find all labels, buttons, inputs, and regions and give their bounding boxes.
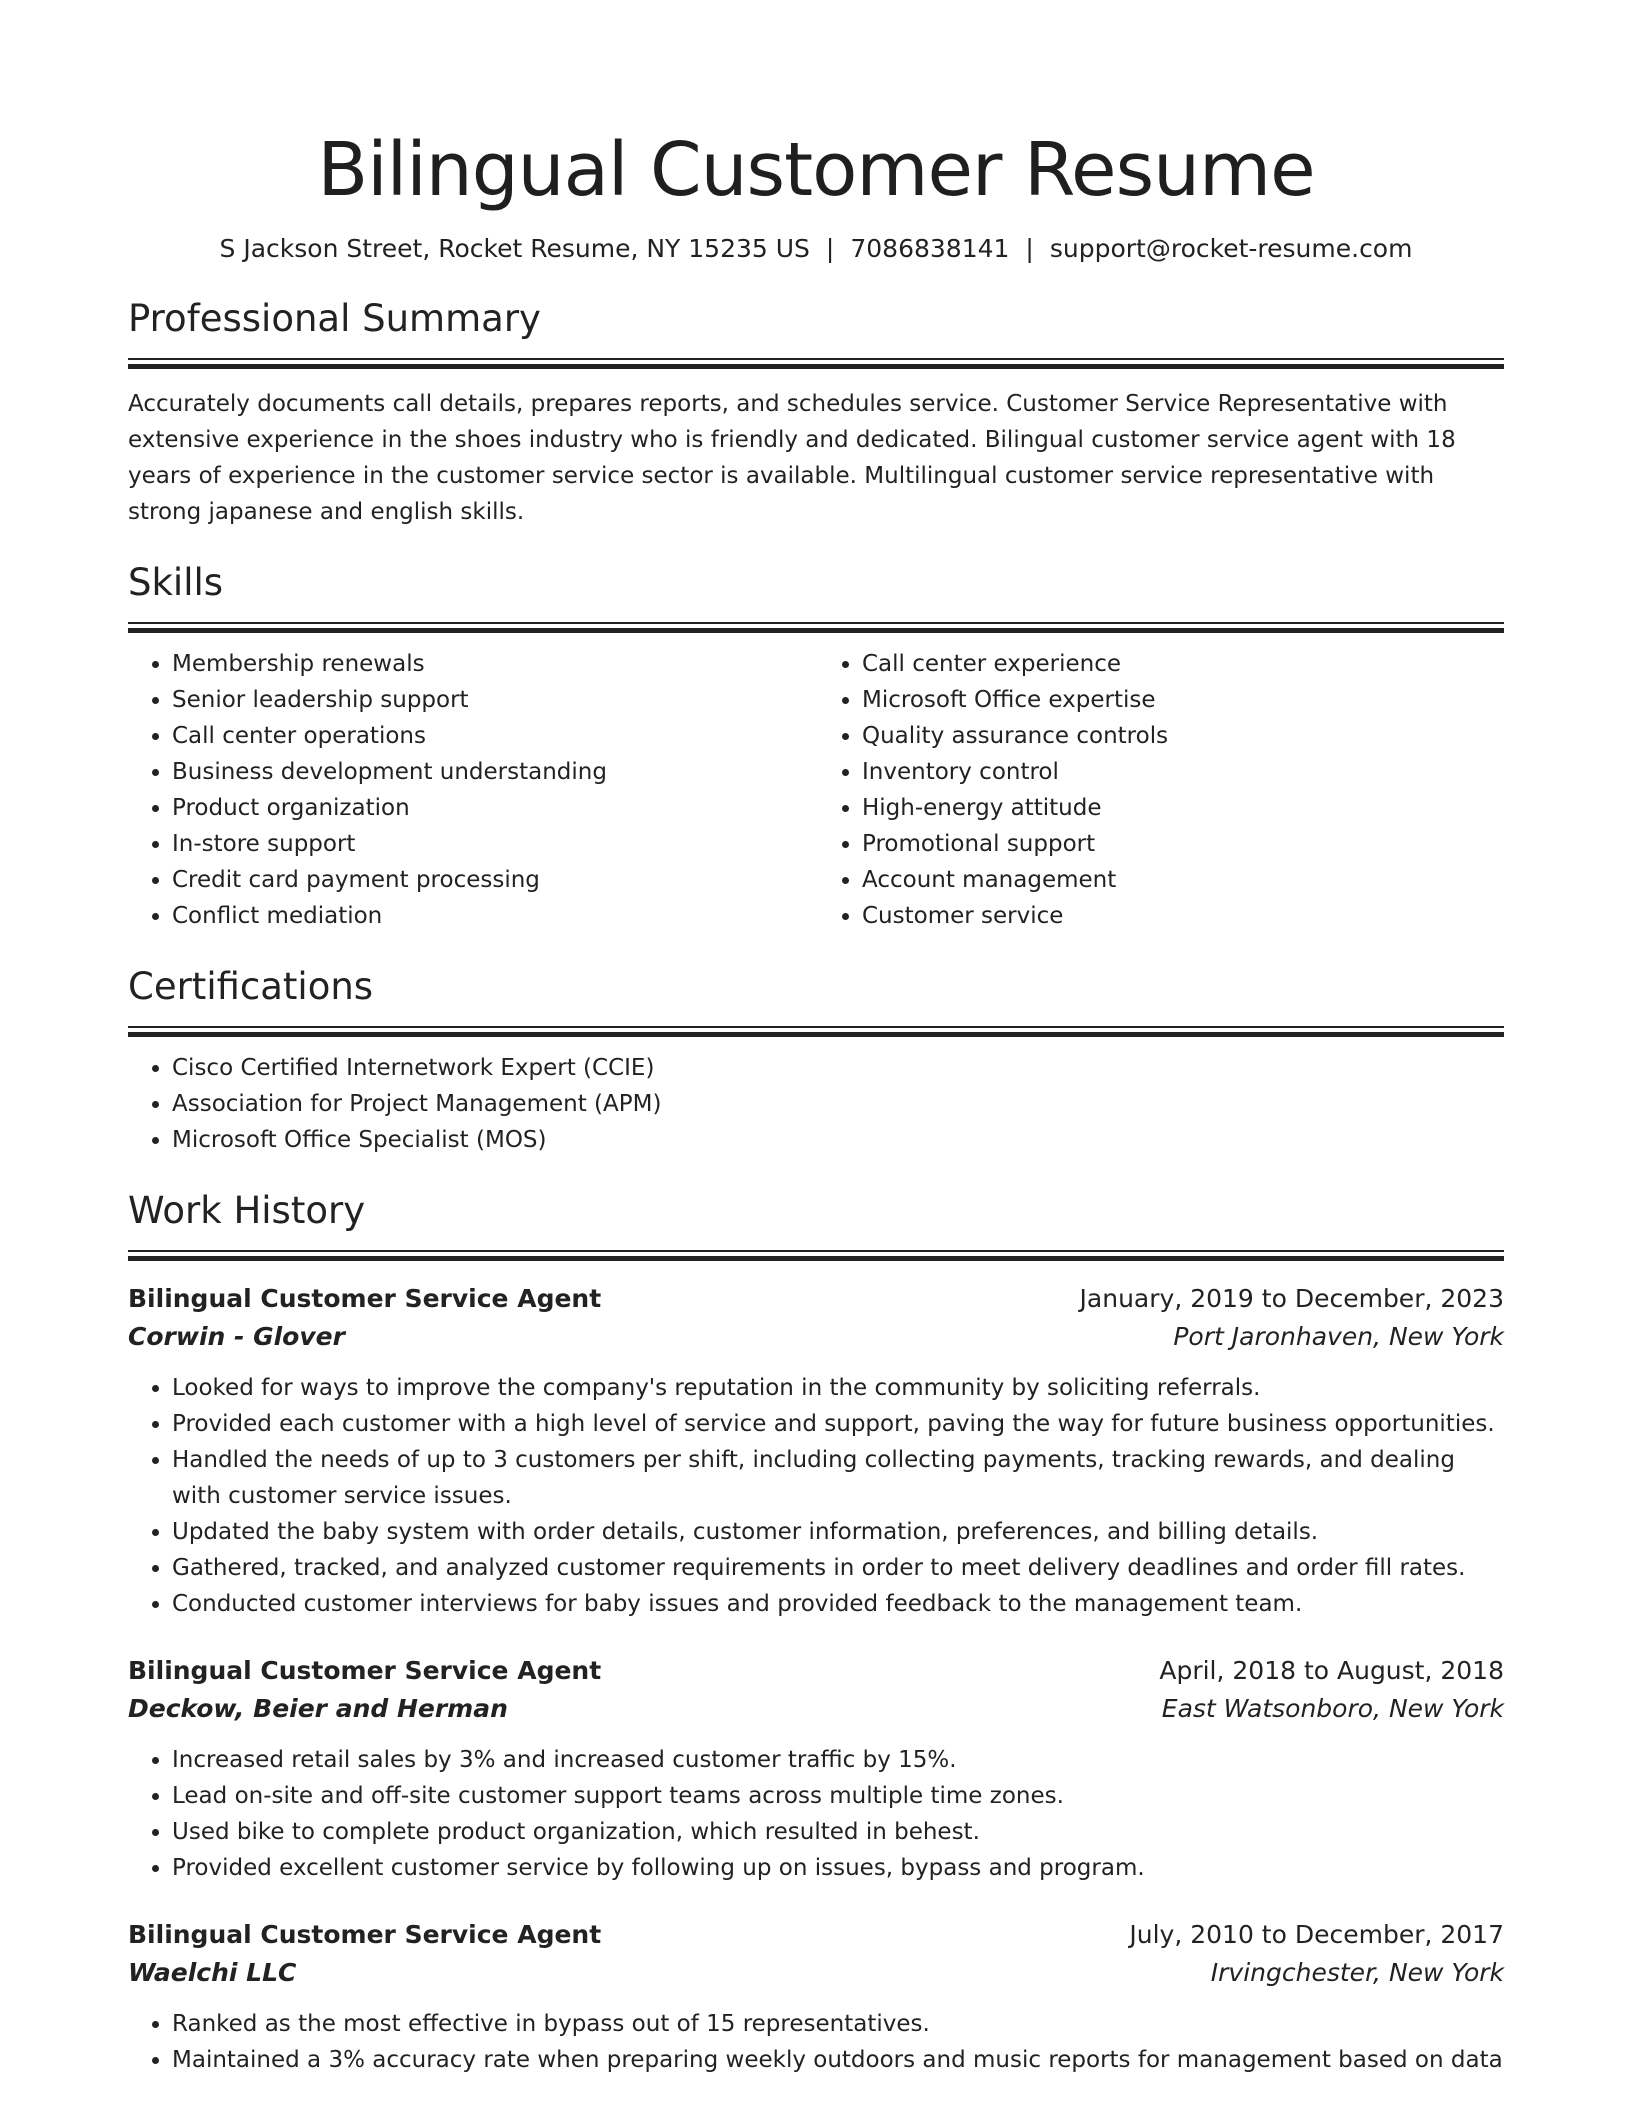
skill-item: • Credit card payment processing	[172, 862, 816, 898]
job-company: Deckow, Beier and Herman	[128, 1694, 508, 1723]
skill-item: • Account management	[862, 862, 1504, 898]
work-history-section-header	[128, 1186, 1504, 1260]
job-bullet: • Gathered, tracked, and analyzed customer requirements in order to meet delivery deadlines and order fill rates.	[172, 1550, 1504, 1586]
contact-line	[128, 232, 1504, 266]
job-bullet: • Conducted customer interviews for baby issues and provided feedback to the management team.	[172, 1586, 1504, 1622]
certifications-list	[128, 1050, 1504, 1158]
job-bullet: • Increased retail sales by 3% and increased customer traffic by 15%.	[172, 1742, 1504, 1778]
job-bullets	[128, 1370, 1504, 1622]
skill-item: • Call center operations	[172, 718, 816, 754]
certifications-section-header	[128, 962, 1504, 1036]
certification-item: • Association for Project Management (APM)	[172, 1086, 1504, 1122]
skill-item: • High-energy attitude	[862, 790, 1504, 826]
summary-text: Accurately documents call details, prepares reports, and schedules service. Customer Service Representative with extensive experience in the shoes industry who is friendly and dedicated. Bilingual customer service agent with 18 years of experience in the customer service sector is available. Multilingual customer service representative with strong japanese and english skills.	[128, 391, 1456, 525]
job-header-row	[128, 1916, 1504, 1954]
job-company-row	[128, 1690, 1504, 1728]
job-entry	[128, 1280, 1504, 1622]
job-dates: July, 2010 to December, 2017	[1129, 1920, 1504, 1949]
contact-email: support@rocket-resume.com	[1049, 234, 1413, 263]
job-entry	[128, 1652, 1504, 1886]
contact-address: S Jackson Street, Rocket Resume, NY 15235 US	[219, 234, 810, 263]
job-location: Port Jaronhaven, New York	[1173, 1322, 1504, 1351]
skills-section-header	[128, 558, 1504, 632]
skills-heading: Skills	[128, 561, 224, 604]
section-divider	[128, 622, 1504, 632]
contact-separator: |	[1025, 234, 1034, 263]
job-header-row	[128, 1652, 1504, 1690]
skills-list-left	[128, 646, 816, 934]
resume-title: Bilingual Customer Resume	[317, 127, 1315, 213]
contact-separator: |	[825, 234, 835, 263]
skill-item: • Microsoft Office expertise	[862, 682, 1504, 718]
skills-grid	[128, 646, 1504, 934]
job-bullet: • Provided each customer with a high level of service and support, paving the way for future business opportunities.	[172, 1406, 1504, 1442]
job-company: Corwin - Glover	[128, 1322, 345, 1351]
skill-item: • Inventory control	[862, 754, 1504, 790]
skill-item: • Call center experience	[862, 646, 1504, 682]
job-bullets	[128, 1742, 1504, 1886]
job-title: Bilingual Customer Service Agent	[128, 1656, 602, 1685]
summary-heading: Professional Summary	[128, 297, 541, 340]
job-header-row	[128, 1280, 1504, 1318]
job-company-row	[128, 1954, 1504, 1992]
work-history-heading: Work History	[128, 1189, 366, 1232]
section-divider	[128, 1250, 1504, 1260]
job-location: Irvingchester, New York	[1210, 1958, 1504, 1987]
job-bullet: • Lead on-site and off-site customer support teams across multiple time zones.	[172, 1778, 1504, 1814]
job-bullet: • Looked for ways to improve the company's reputation in the community by soliciting referrals.	[172, 1370, 1504, 1406]
skill-item: • Quality assurance controls	[862, 718, 1504, 754]
skill-item: • In-store support	[172, 826, 816, 862]
job-company-row	[128, 1318, 1504, 1356]
certification-item: • Cisco Certified Internetwork Expert (CCIE)	[172, 1050, 1504, 1086]
job-bullet: • Updated the baby system with order details, customer information, preferences, and billing details.	[172, 1514, 1504, 1550]
skill-item: • Senior leadership support	[172, 682, 816, 718]
skill-item: • Customer service	[862, 898, 1504, 934]
job-bullet: • Maintained a 3% accuracy rate when preparing weekly outdoors and music reports for management based on data	[172, 2042, 1504, 2078]
skill-item: • Promotional support	[862, 826, 1504, 862]
job-dates: April, 2018 to August, 2018	[1159, 1656, 1504, 1685]
job-entry	[128, 1916, 1504, 2078]
job-bullet: • Handled the needs of up to 3 customers per shift, including collecting payments, tracking rewards, and dealing with customer service issues.	[172, 1442, 1504, 1514]
certification-item: • Microsoft Office Specialist (MOS)	[172, 1122, 1504, 1158]
skill-item: • Business development understanding	[172, 754, 816, 790]
contact-phone: 7086838141	[850, 234, 1010, 263]
job-bullet: • Used bike to complete product organization, which resulted in behest.	[172, 1814, 1504, 1850]
job-company: Waelchi LLC	[128, 1958, 297, 1987]
job-location: East Watsonboro, New York	[1161, 1694, 1504, 1723]
job-bullets	[128, 2006, 1504, 2078]
job-title: Bilingual Customer Service Agent	[128, 1920, 602, 1949]
job-bullet: • Ranked as the most effective in bypass out of 15 representatives.	[172, 2006, 1504, 2042]
skill-item: • Product organization	[172, 790, 816, 826]
certifications-heading: Certifications	[128, 965, 374, 1008]
skill-item: • Conflict mediation	[172, 898, 816, 934]
section-divider	[128, 1026, 1504, 1036]
skill-item: • Membership renewals	[172, 646, 816, 682]
summary-section-header	[128, 294, 1504, 368]
job-dates: January, 2019 to December, 2023	[1079, 1284, 1504, 1313]
section-divider	[128, 358, 1504, 368]
job-bullet: • Provided excellent customer service by following up on issues, bypass and program.	[172, 1850, 1504, 1886]
skills-list-right	[816, 646, 1504, 934]
job-title: Bilingual Customer Service Agent	[128, 1284, 602, 1313]
resume-page	[128, 0, 1504, 2078]
